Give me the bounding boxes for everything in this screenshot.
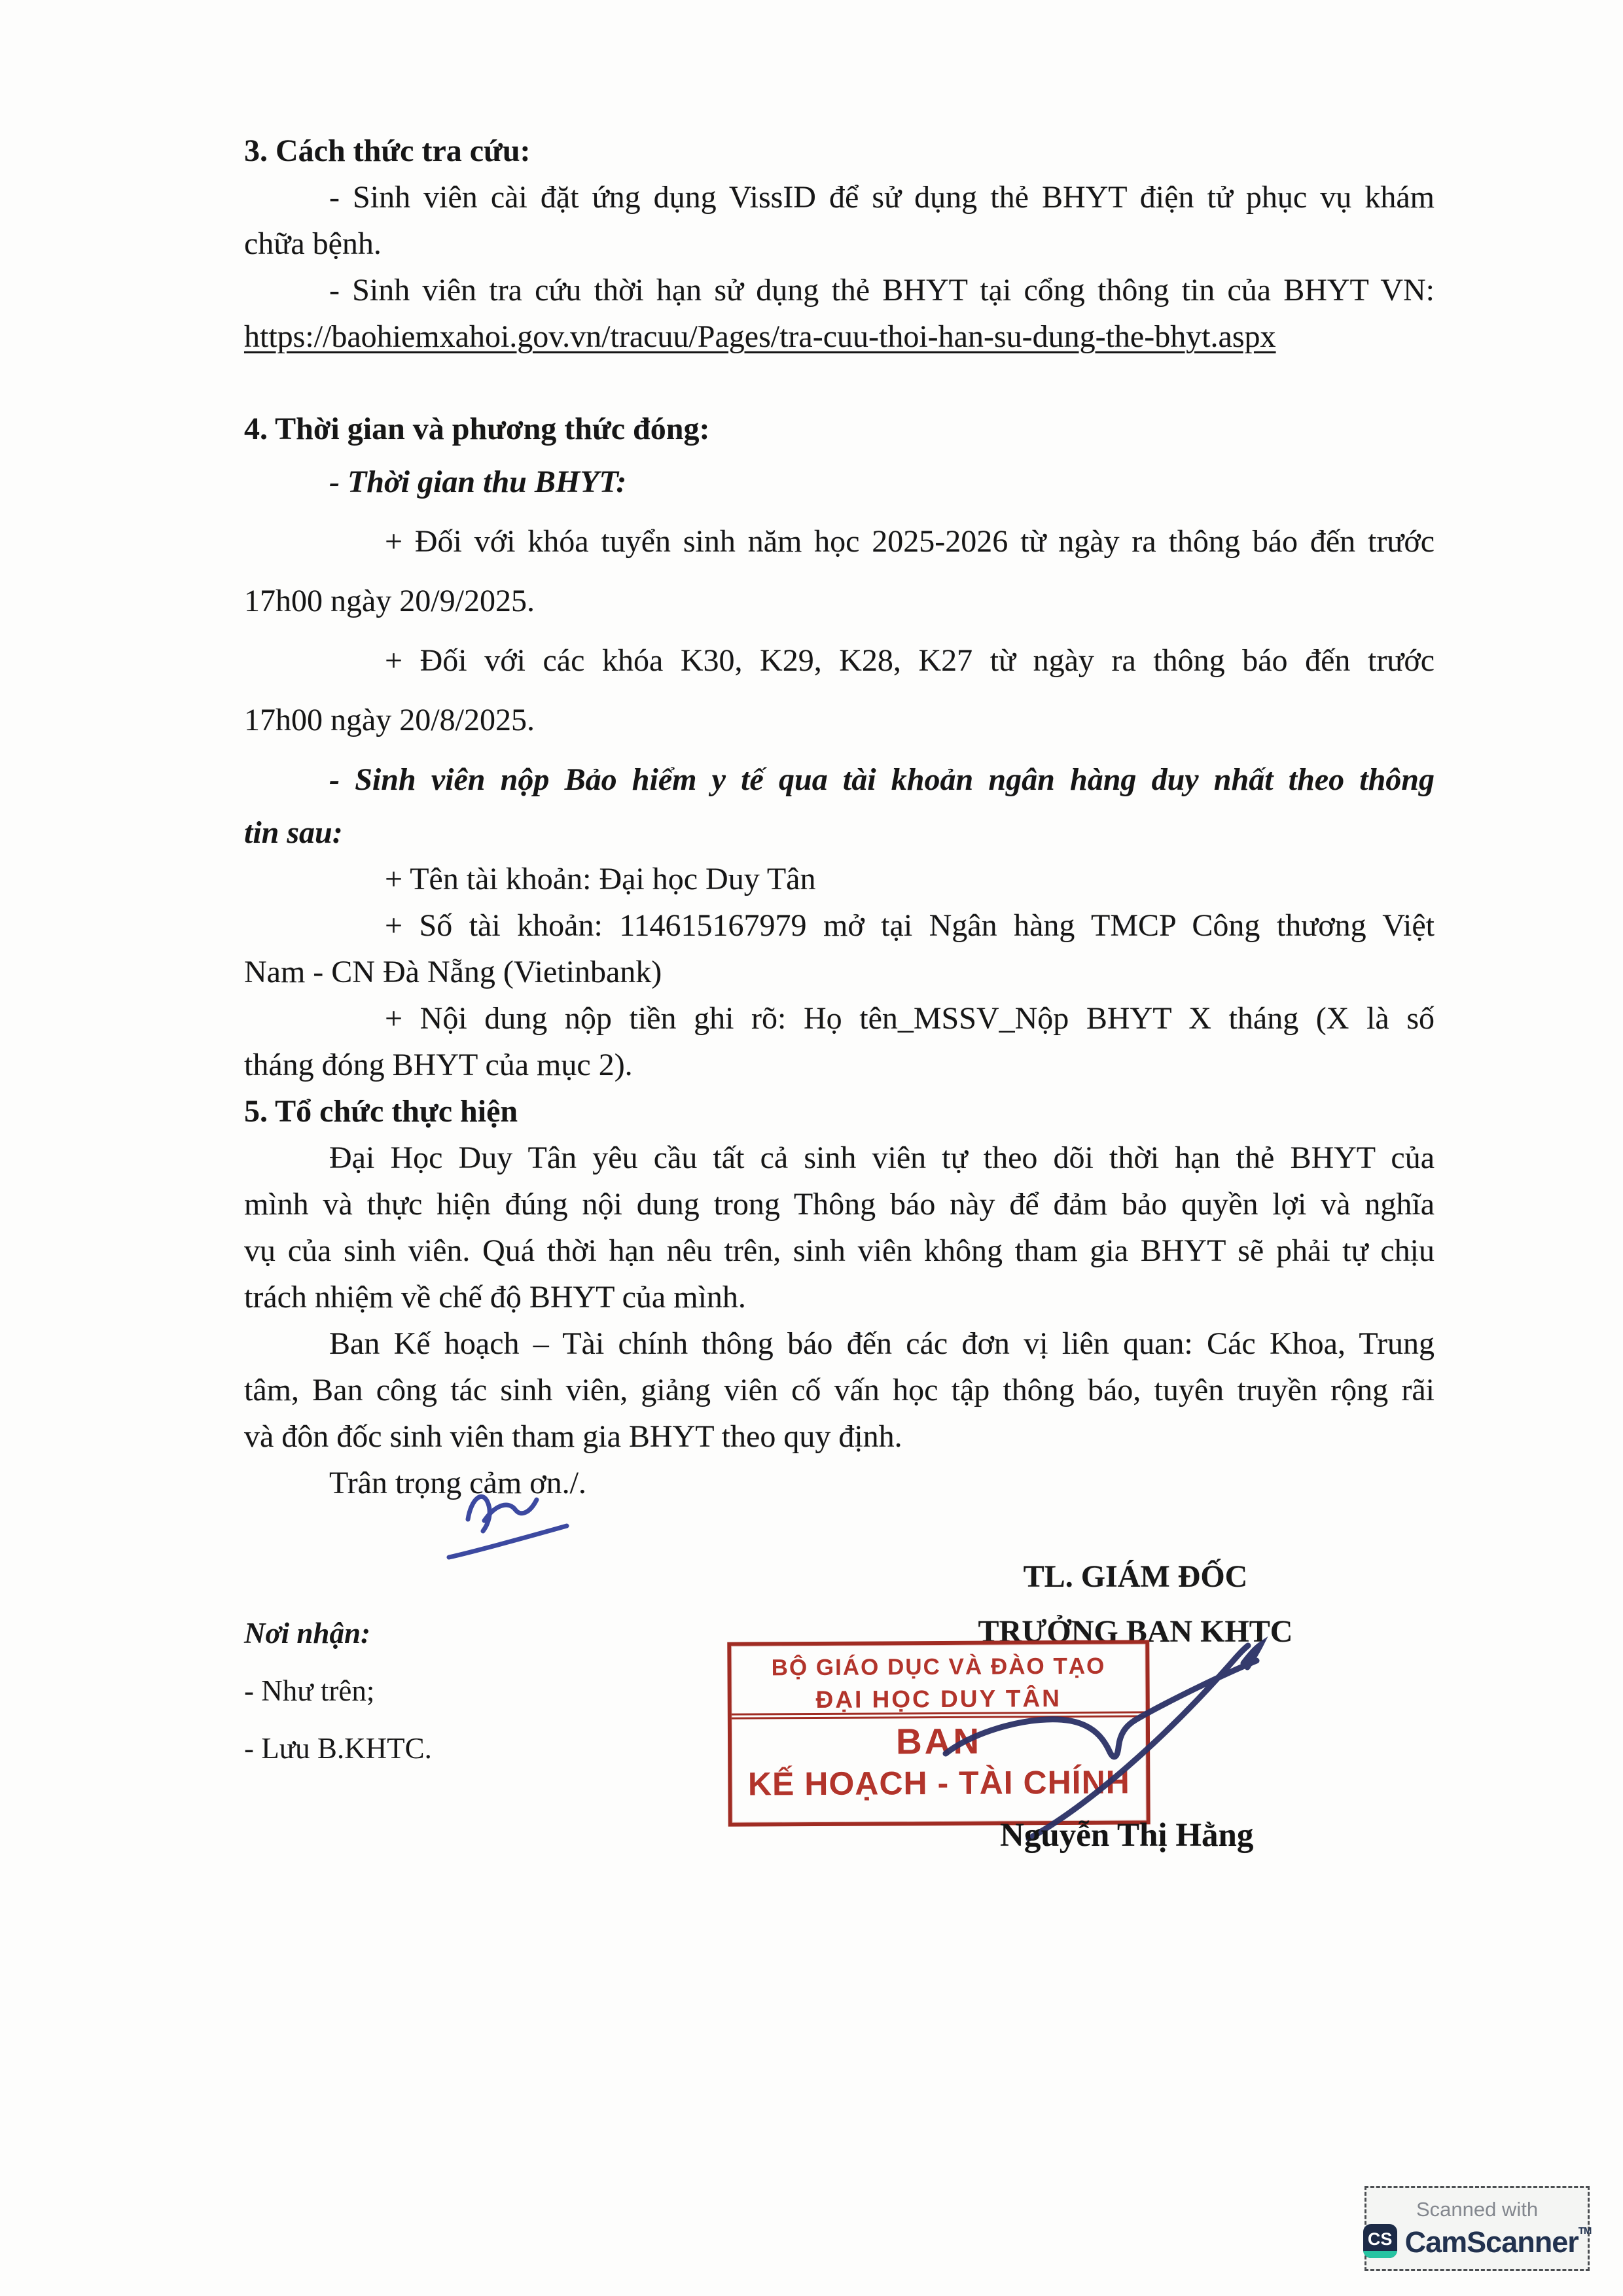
para-khoa-2025-line2: 17h00 ngày 20/9/2025. — [244, 584, 535, 618]
signature-title-line2: TRƯỞNG BAN KHTC — [978, 1614, 1293, 1649]
para-yeucau-line1: Đại Học Duy Tân yêu cầu tất cả sinh viên tự theo dõi thời hạn thẻ BHYT của — [329, 1140, 1435, 1175]
para-yeucau-line4: trách nhiệm về chế độ BHYT của mình. — [244, 1280, 746, 1315]
document-body — [244, 128, 1435, 1506]
camscanner-brand-row — [1363, 2224, 1592, 2258]
para-vssid-line2: chữa bệnh. — [244, 226, 382, 261]
section-4-heading: 4. Thời gian và phương thức đóng: — [244, 412, 710, 446]
camscanner-watermark — [1364, 2186, 1590, 2271]
account-number-line1: + Số tài khoản: 114615167979 mở tại Ngân hàng TMCP Công thương Việt — [385, 908, 1435, 943]
para-thongbao-line1: Ban Kế hoạch – Tài chính thông báo đến các đơn vị liên quan: Các Khoa, Trung — [329, 1326, 1435, 1361]
account-number-line2: Nam - CN Đà Nẵng (Vietinbank) — [244, 955, 662, 989]
trademark-symbol: TM — [1578, 2225, 1592, 2236]
para-thongbao-line2: tâm, Ban công tác sinh viên, giảng viên cố vấn học tập thông báo, tuyên truyền rộng rãi — [244, 1373, 1435, 1407]
para-tracuu-line1: - Sinh viên tra cứu thời hạn sử dụng thẻ BHYT tại cổng thông tin của BHYT VN: — [329, 273, 1435, 308]
recipient-item: - Như trên; — [244, 1674, 375, 1707]
camscanner-logo-icon — [1363, 2224, 1397, 2258]
recipients-block — [244, 1604, 432, 1777]
lookup-url: https://baohiemxahoi.gov.vn/tracuu/Pages/tra-cuu-thoi-han-su-dung-the-bhyt.aspx — [244, 319, 1276, 354]
stamp-ban-line: BAN — [895, 1720, 982, 1762]
signer-name: Nguyễn Thị Hằng — [1000, 1817, 1254, 1854]
cs-icon-letters: CS — [1367, 2229, 1393, 2249]
subheading-nop-line1: - Sinh viên nộp Bảo hiểm y tế qua tài khoản ngân hàng duy nhất theo thông — [329, 762, 1435, 797]
stamp-university-line: ĐẠI HỌC DUY TÂN — [815, 1685, 1061, 1713]
recipients-heading: Nơi nhận: — [244, 1617, 370, 1650]
para-yeucau-line3: vụ của sinh viên. Quá thời hạn nêu trên, sinh viên không tham gia BHYT sẽ phải tự chịu — [244, 1233, 1435, 1268]
subheading-nop-line2: tin sau: — [244, 815, 343, 850]
recipient-item: - Lưu B.KHTC. — [244, 1732, 432, 1765]
section-5-heading: 5. Tổ chức thực hiện — [244, 1094, 518, 1129]
transfer-note-line2: tháng đóng BHYT của mục 2). — [244, 1048, 633, 1082]
para-thongbao-line3: và đôn đốc sinh viên tham gia BHYT theo quy định. — [244, 1419, 902, 1454]
para-khoa-2025-line1: + Đối với khóa tuyển sinh năm học 2025-2026 từ ngày ra thông báo đến trước — [385, 524, 1435, 559]
cs-icon-accent-bar — [1363, 2251, 1397, 2258]
transfer-note-line1: + Nội dung nộp tiền ghi rõ: Họ tên_MSSV_Nộp BHYT X tháng (X là số — [385, 1001, 1435, 1036]
stamp-ministry-line: BỘ GIÁO DỤC VÀ ĐÀO TẠO — [771, 1653, 1106, 1681]
subheading-thoigian: - Thời gian thu BHYT: — [329, 465, 627, 499]
para-yeucau-line2: mình và thực hiện đúng nội dung trong Thông báo này để đảm bảo quyền lợi và nghĩa — [244, 1187, 1435, 1222]
para-khoa-k30-line1: + Đối với các khóa K30, K29, K28, K27 từ ngày ra thông báo đến trước — [385, 643, 1435, 678]
stamp-khtc-line: KẾ HOẠCH - TÀI CHÍNH — [747, 1763, 1130, 1803]
account-name: + Tên tài khoản: Đại học Duy Tân — [385, 862, 816, 896]
para-vssid-line1: - Sinh viên cài đặt ứng dụng VissID để sử dụng thẻ BHYT điện tử phục vụ khám — [329, 180, 1435, 215]
camscanner-brand-word: CamScanner — [1404, 2225, 1578, 2259]
signature-title-line1: TL. GIÁM ĐỐC — [1023, 1559, 1248, 1594]
camscanner-brand-text — [1405, 2226, 1592, 2257]
section-3-heading: 3. Cách thức tra cứu: — [244, 133, 531, 168]
scanned-with-label: Scanned with — [1416, 2198, 1539, 2221]
para-khoa-k30-line2: 17h00 ngày 20/8/2025. — [244, 703, 535, 737]
closing-line: Trân trọng cảm ơn./. — [329, 1466, 586, 1500]
handwritten-paraph-ink — [438, 1472, 582, 1564]
